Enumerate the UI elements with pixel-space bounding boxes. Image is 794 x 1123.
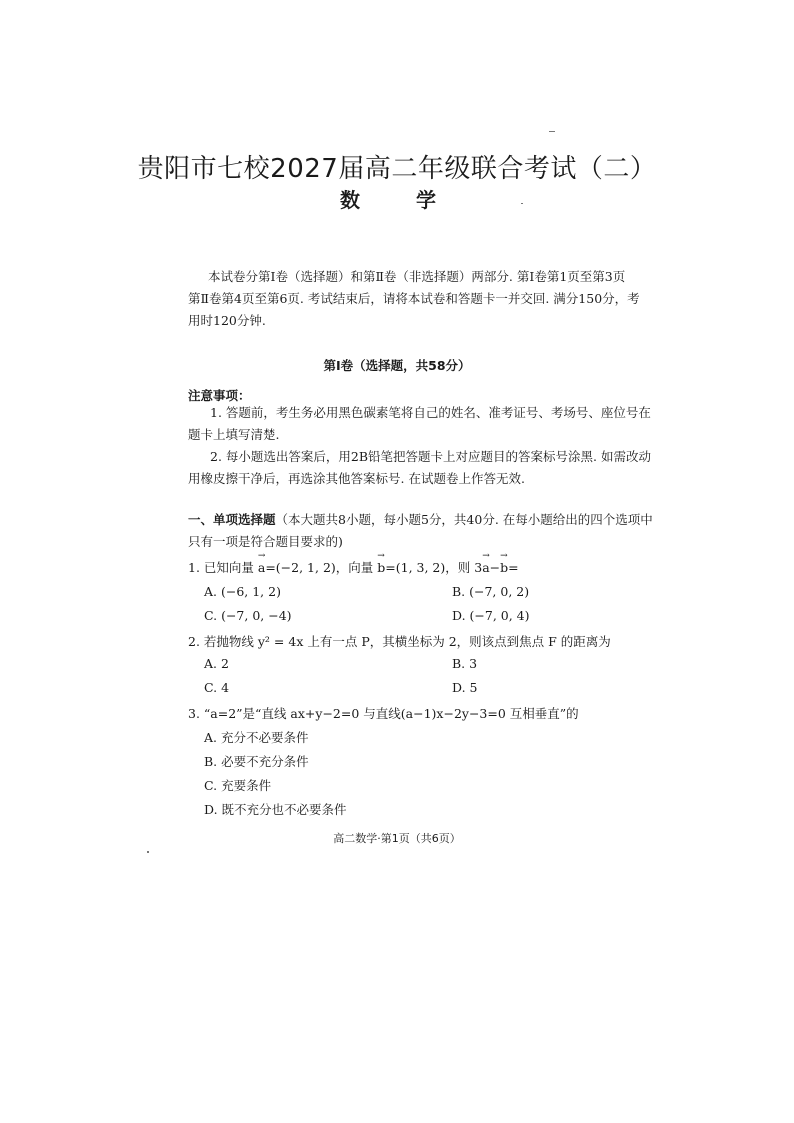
notes-heading: 注意事项：	[188, 388, 251, 403]
vector-b-2: → b	[500, 560, 508, 575]
q2-option-a: A. 2	[204, 656, 229, 671]
scan-speck	[521, 203, 523, 204]
part1-heading-line-2: 只有一项是符合题目要求的)	[188, 534, 343, 549]
section-title: 第Ⅰ卷（选择题，共58分）	[323, 358, 471, 373]
page-footer: 高二数学·第1页（共6页）	[333, 832, 461, 845]
note-2-line-2: 用橡皮擦干净后，再选涂其他答案标号. 在试题卷上作答无效.	[188, 471, 525, 486]
q2-option-c: C. 4	[204, 680, 230, 695]
q1-minus: −	[489, 560, 501, 575]
part1-heading	[188, 509, 653, 531]
part1-heading-rest: （本大题共8小题，每小题5分，共40分. 在每小题给出的四个选项中	[275, 512, 653, 527]
q1-option-a: A. (−6, 1, 2)	[204, 584, 281, 599]
vector-a-2: → a	[482, 560, 489, 575]
intro-line-2: 第Ⅱ卷第4页至第6页. 考试结束后，请将本试卷和答题卡一并交回. 满分150分，考	[188, 291, 640, 306]
scan-speck	[147, 851, 149, 853]
note-2-line-1: 2. 每小题选出答案后，用2B铅笔把答题卡上对应题目的答案标号涂黑. 如需改动	[210, 449, 651, 464]
note-1-line-2: 题卡上填写清楚.	[188, 427, 280, 442]
q3-option-b: B. 必要不充分条件	[204, 754, 309, 769]
q3-option-a: A. 充分不必要条件	[204, 730, 309, 745]
subject-title: 数 学	[340, 188, 454, 212]
scan-speck	[549, 131, 555, 132]
q2-option-b: B. 3	[452, 656, 478, 671]
q1-mid-1: =(−2, 1, 2)，向量	[265, 560, 378, 575]
q1-option-d: D. (−7, 0, 4)	[452, 608, 530, 623]
q1-option-c: C. (−7, 0, −4)	[204, 608, 292, 623]
note-1-line-1: 1. 答题前，考生务必用黑色碳素笔将自己的姓名、准考证号、考场号、座位号在	[210, 405, 651, 420]
q1-end: =	[508, 560, 519, 575]
q1-option-b: B. (−7, 0, 2)	[452, 584, 530, 599]
q3-option-d: D. 既不充分也不必要条件	[204, 802, 347, 817]
question-1	[188, 558, 519, 576]
q2-option-d: D. 5	[452, 680, 478, 695]
intro-line-1: 本试卷分第Ⅰ卷（选择题）和第Ⅱ卷（非选择题）两部分. 第Ⅰ卷第1页至第3页	[208, 269, 626, 284]
vector-a: → a	[258, 560, 265, 575]
q1-prefix: 1. 已知向量	[188, 560, 258, 575]
vector-b: → b	[377, 560, 385, 575]
question-2: 2. 若抛物线 y² = 4x 上有一点 P，其横坐标为 2，则该点到焦点 F 的距离为	[188, 634, 611, 649]
exam-title: 贵阳市七校2027届高二年级联合考试（二）	[137, 154, 657, 184]
part1-heading-bold: 一、单项选择题	[188, 512, 276, 527]
question-3: 3. “a=2”是“直线 ax+y−2=0 与直线(a−1)x−2y−3=0 互相垂直”的	[188, 706, 579, 721]
q3-option-c: C. 充要条件	[204, 778, 272, 793]
intro-line-3: 用时120分钟.	[188, 313, 266, 328]
q1-mid-2: =(1, 3, 2)，则 3	[385, 560, 483, 575]
